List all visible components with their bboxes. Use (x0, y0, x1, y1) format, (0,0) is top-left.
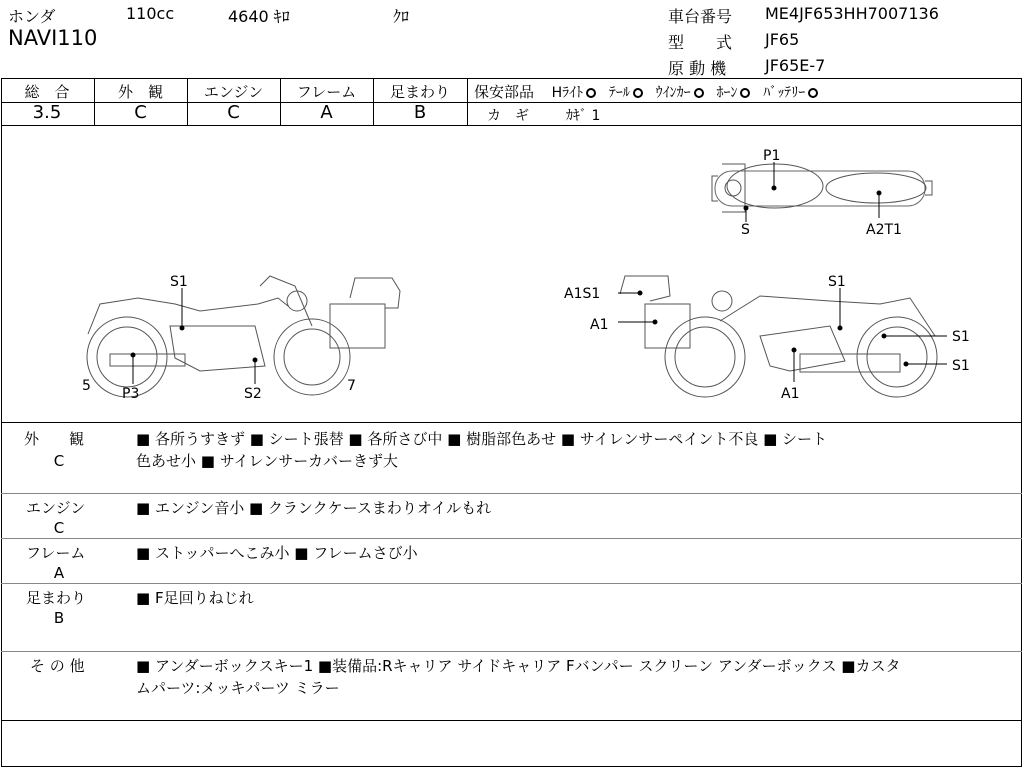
remark-other-line1: ■ アンダーボックスキー1 ■装備品:Rキャリア サイドキャリア Fバンパー スクリーン アンダーボックス ■カスタ (136, 657, 901, 675)
remark-other-label: そ の 他 (30, 657, 85, 675)
label-left-7: 7 (347, 378, 356, 394)
safety-horn: ﾎｰﾝ (716, 85, 738, 101)
remark-suspension-label: 足まわり (26, 589, 87, 607)
remark-exterior-grade: C (53, 452, 65, 470)
label-right-a1s1: A1S1 (564, 286, 601, 302)
engine-model-label: 原 動 機 (668, 59, 727, 78)
remark-exterior-line1: ■ 各所うすきず ■ シート張替 ■ 各所さび中 ■ 樹脂部色あせ ■ サイレンサーペイント不良 ■ シート (136, 430, 828, 448)
safety-parts (474, 81, 826, 102)
remark-divider-3 (1, 583, 1022, 584)
overall-value: 3.5 (32, 102, 62, 123)
horn-ok-icon (740, 88, 750, 98)
diagram-markers (0, 126, 1024, 422)
winker-ok-icon (694, 88, 704, 98)
engine-model-value: JF65E-7 (765, 56, 826, 75)
key-label: カ ギ (487, 108, 529, 124)
diagram-bottom-line (1, 422, 1022, 423)
engine-grade-value: C (227, 102, 240, 123)
label-left-5: 5 (82, 378, 91, 394)
remark-divider-4 (1, 651, 1022, 652)
overall-label: 総 合 (24, 83, 70, 101)
label-left-s2: S2 (244, 386, 262, 402)
label-right-a1-top: A1 (590, 317, 609, 333)
label-top-a2t1: A2T1 (866, 222, 902, 238)
color: ｸﾛ (393, 7, 410, 26)
remark-exterior-line2: 色あせ小 ■ サイレンサーカバーきず大 (136, 452, 398, 470)
safety-mid-line (467, 102, 1022, 103)
safety-label: 保安部品 (474, 83, 535, 101)
remark-engine-label: エンジン (26, 499, 86, 517)
safety-battery: ﾊﾞｯﾃﾘｰ (763, 85, 806, 101)
label-top-s: S (741, 222, 750, 238)
model-name: NAVI110 (8, 26, 98, 50)
safety-taillight: ﾃｰﾙ (608, 85, 630, 101)
remark-frame-line1: ■ ストッパーへこみ小 ■ フレームさび小 (136, 544, 418, 562)
label-right-s1-b: S1 (952, 329, 970, 345)
headlight-ok-icon (586, 88, 596, 98)
exterior-label: 外 観 (117, 83, 163, 101)
grade-divider-5 (467, 78, 468, 125)
suspension-grade-value: B (413, 102, 427, 123)
key-value: ｶｷﾞ 1 (566, 108, 601, 124)
remark-divider-1 (1, 493, 1022, 494)
remark-suspension-line1: ■ F足回りねじれ (136, 589, 254, 607)
label-left-p3: P3 (122, 386, 140, 402)
grade-top-line (1, 78, 1022, 79)
type-value: JF65 (765, 30, 800, 49)
safety-headlight: Hﾗｲﾄ (551, 85, 584, 101)
remark-divider-2 (1, 538, 1022, 539)
label-left-s1: S1 (170, 274, 188, 290)
remark-other-line2: ムパーツ:メッキパーツ ミラー (136, 679, 340, 697)
type-label: 型 式 (668, 33, 733, 52)
suspension-grade-label: 足まわり (389, 83, 450, 101)
frame-grade-label: フレーム (296, 83, 357, 101)
label-right-s1-c: S1 (952, 358, 970, 374)
remark-frame-label: フレーム (26, 544, 86, 562)
vin-label: 車台番号 (668, 7, 733, 26)
remark-exterior-label: 外 観 (24, 430, 85, 448)
battery-ok-icon (808, 88, 818, 98)
remark-frame-grade: A (53, 564, 65, 582)
maker: ホンダ (8, 7, 56, 26)
safety-winker: ｳｲﾝｶｰ (655, 85, 691, 101)
engine-grade-label: エンジン (203, 83, 264, 101)
mileage: 4640 ｷﾛ (228, 7, 290, 26)
remark-suspension-grade: B (53, 609, 65, 627)
frame-grade-value: A (320, 102, 333, 123)
remark-engine-line1: ■ エンジン音小 ■ クランクケースまわりオイルもれ (136, 499, 492, 517)
remark-bottom-line (1, 720, 1022, 721)
label-top-p1: P1 (763, 148, 781, 164)
label-right-a1-bottom: A1 (781, 386, 800, 402)
taillight-ok-icon (633, 88, 643, 98)
displacement: 110cc (126, 4, 175, 23)
vin-value: ME4JF653HH7007136 (765, 4, 939, 23)
exterior-value: C (134, 102, 147, 123)
label-right-s1: S1 (828, 274, 846, 290)
remark-engine-grade: C (53, 519, 65, 537)
